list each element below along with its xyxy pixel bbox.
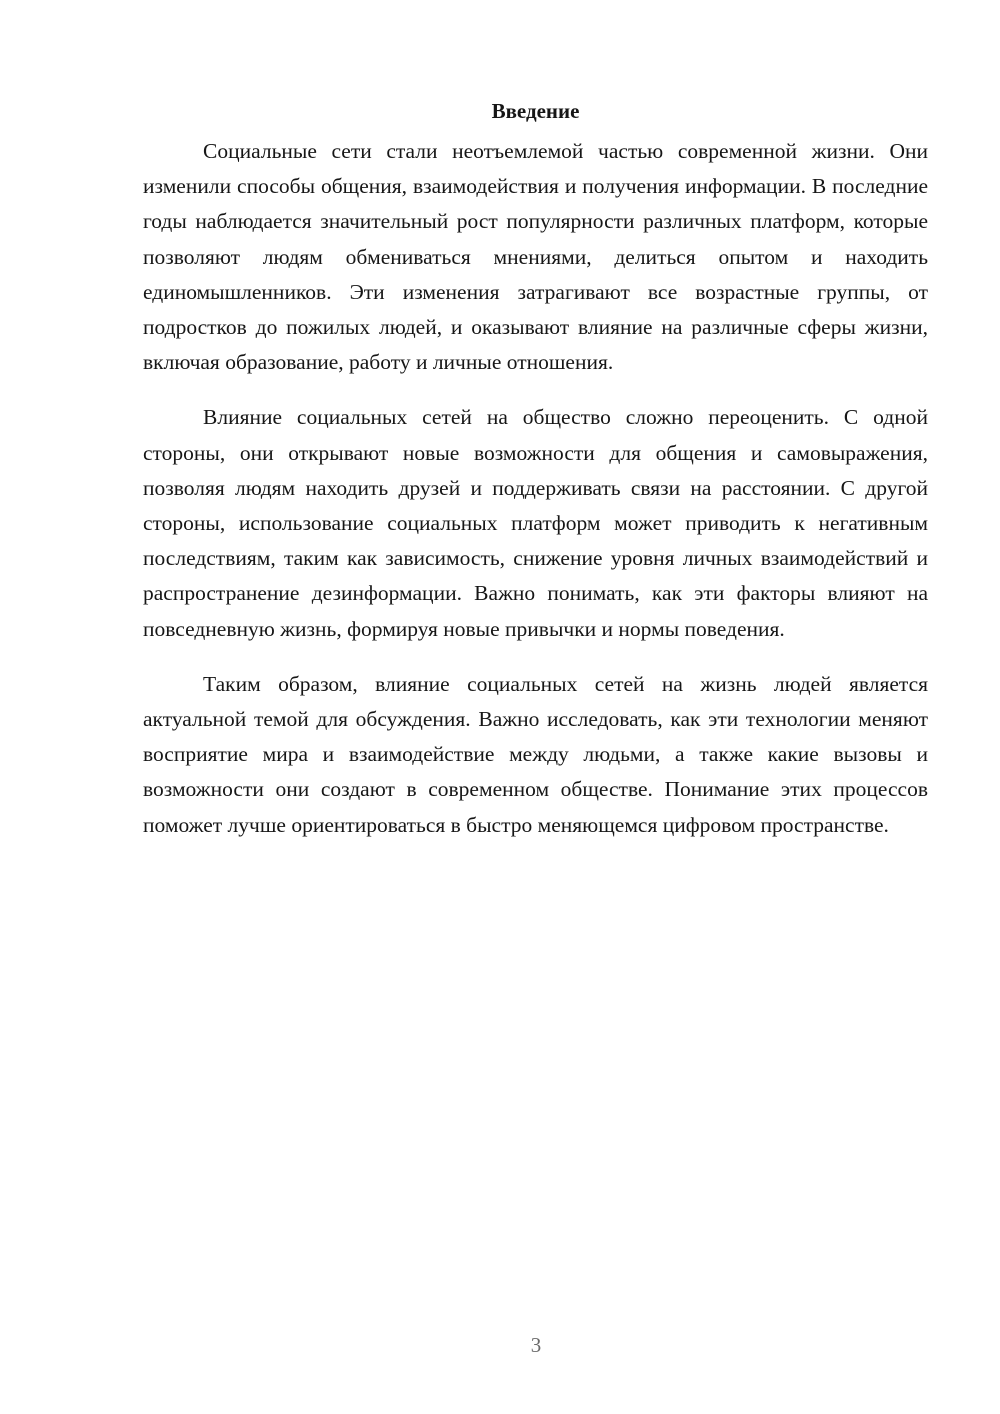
paragraph-influence: Влияние социальных сетей на общество сложно переоценить. С одной стороны, они открывают новые возможности для общения и самовыражения, позволяя людям находить друзей и поддерживать связи на расстоянии. С другой стороны, использование социальных платформ может приводить к негативным последствиям, таким как зависимость, снижение уровня личных взаимодействий и распространение дезинформации. Важно понимать, как эти факторы влияют на повседневную жизнь, формируя новые привычки и нормы поведения. bbox=[143, 405, 928, 641]
paragraph-conclusion: Таким образом, влияние социальных сетей на жизнь людей является актуальной темой для обсуждения. Важно исследовать, как эти технологии меняют восприятие мира и взаимодействие между людьми, а также какие вызовы и возможности они создают в современном обществе. Понимание этих процессов поможет лучше ориентироваться в быстро меняющемся цифровом пространстве. bbox=[143, 671, 928, 837]
page-number: 3 bbox=[530, 1333, 542, 1357]
page-content bbox=[143, 94, 928, 863]
page-title: Введение bbox=[491, 99, 580, 123]
paragraph-intro: Социальные сети стали неотъемлемой частью современной жизни. Они изменили способы общения, взаимодействия и получения информации. В последние годы наблюдается значительный рост популярности различных платформ, которые позволяют людям обмениваться мнениями, делиться опытом и находить единомышленников. Эти изменения затрагивают все возрастные группы, от подростков до пожилых людей, и оказывают влияние на различные сферы жизни, включая образование, работу и личные отношения. bbox=[143, 139, 928, 375]
